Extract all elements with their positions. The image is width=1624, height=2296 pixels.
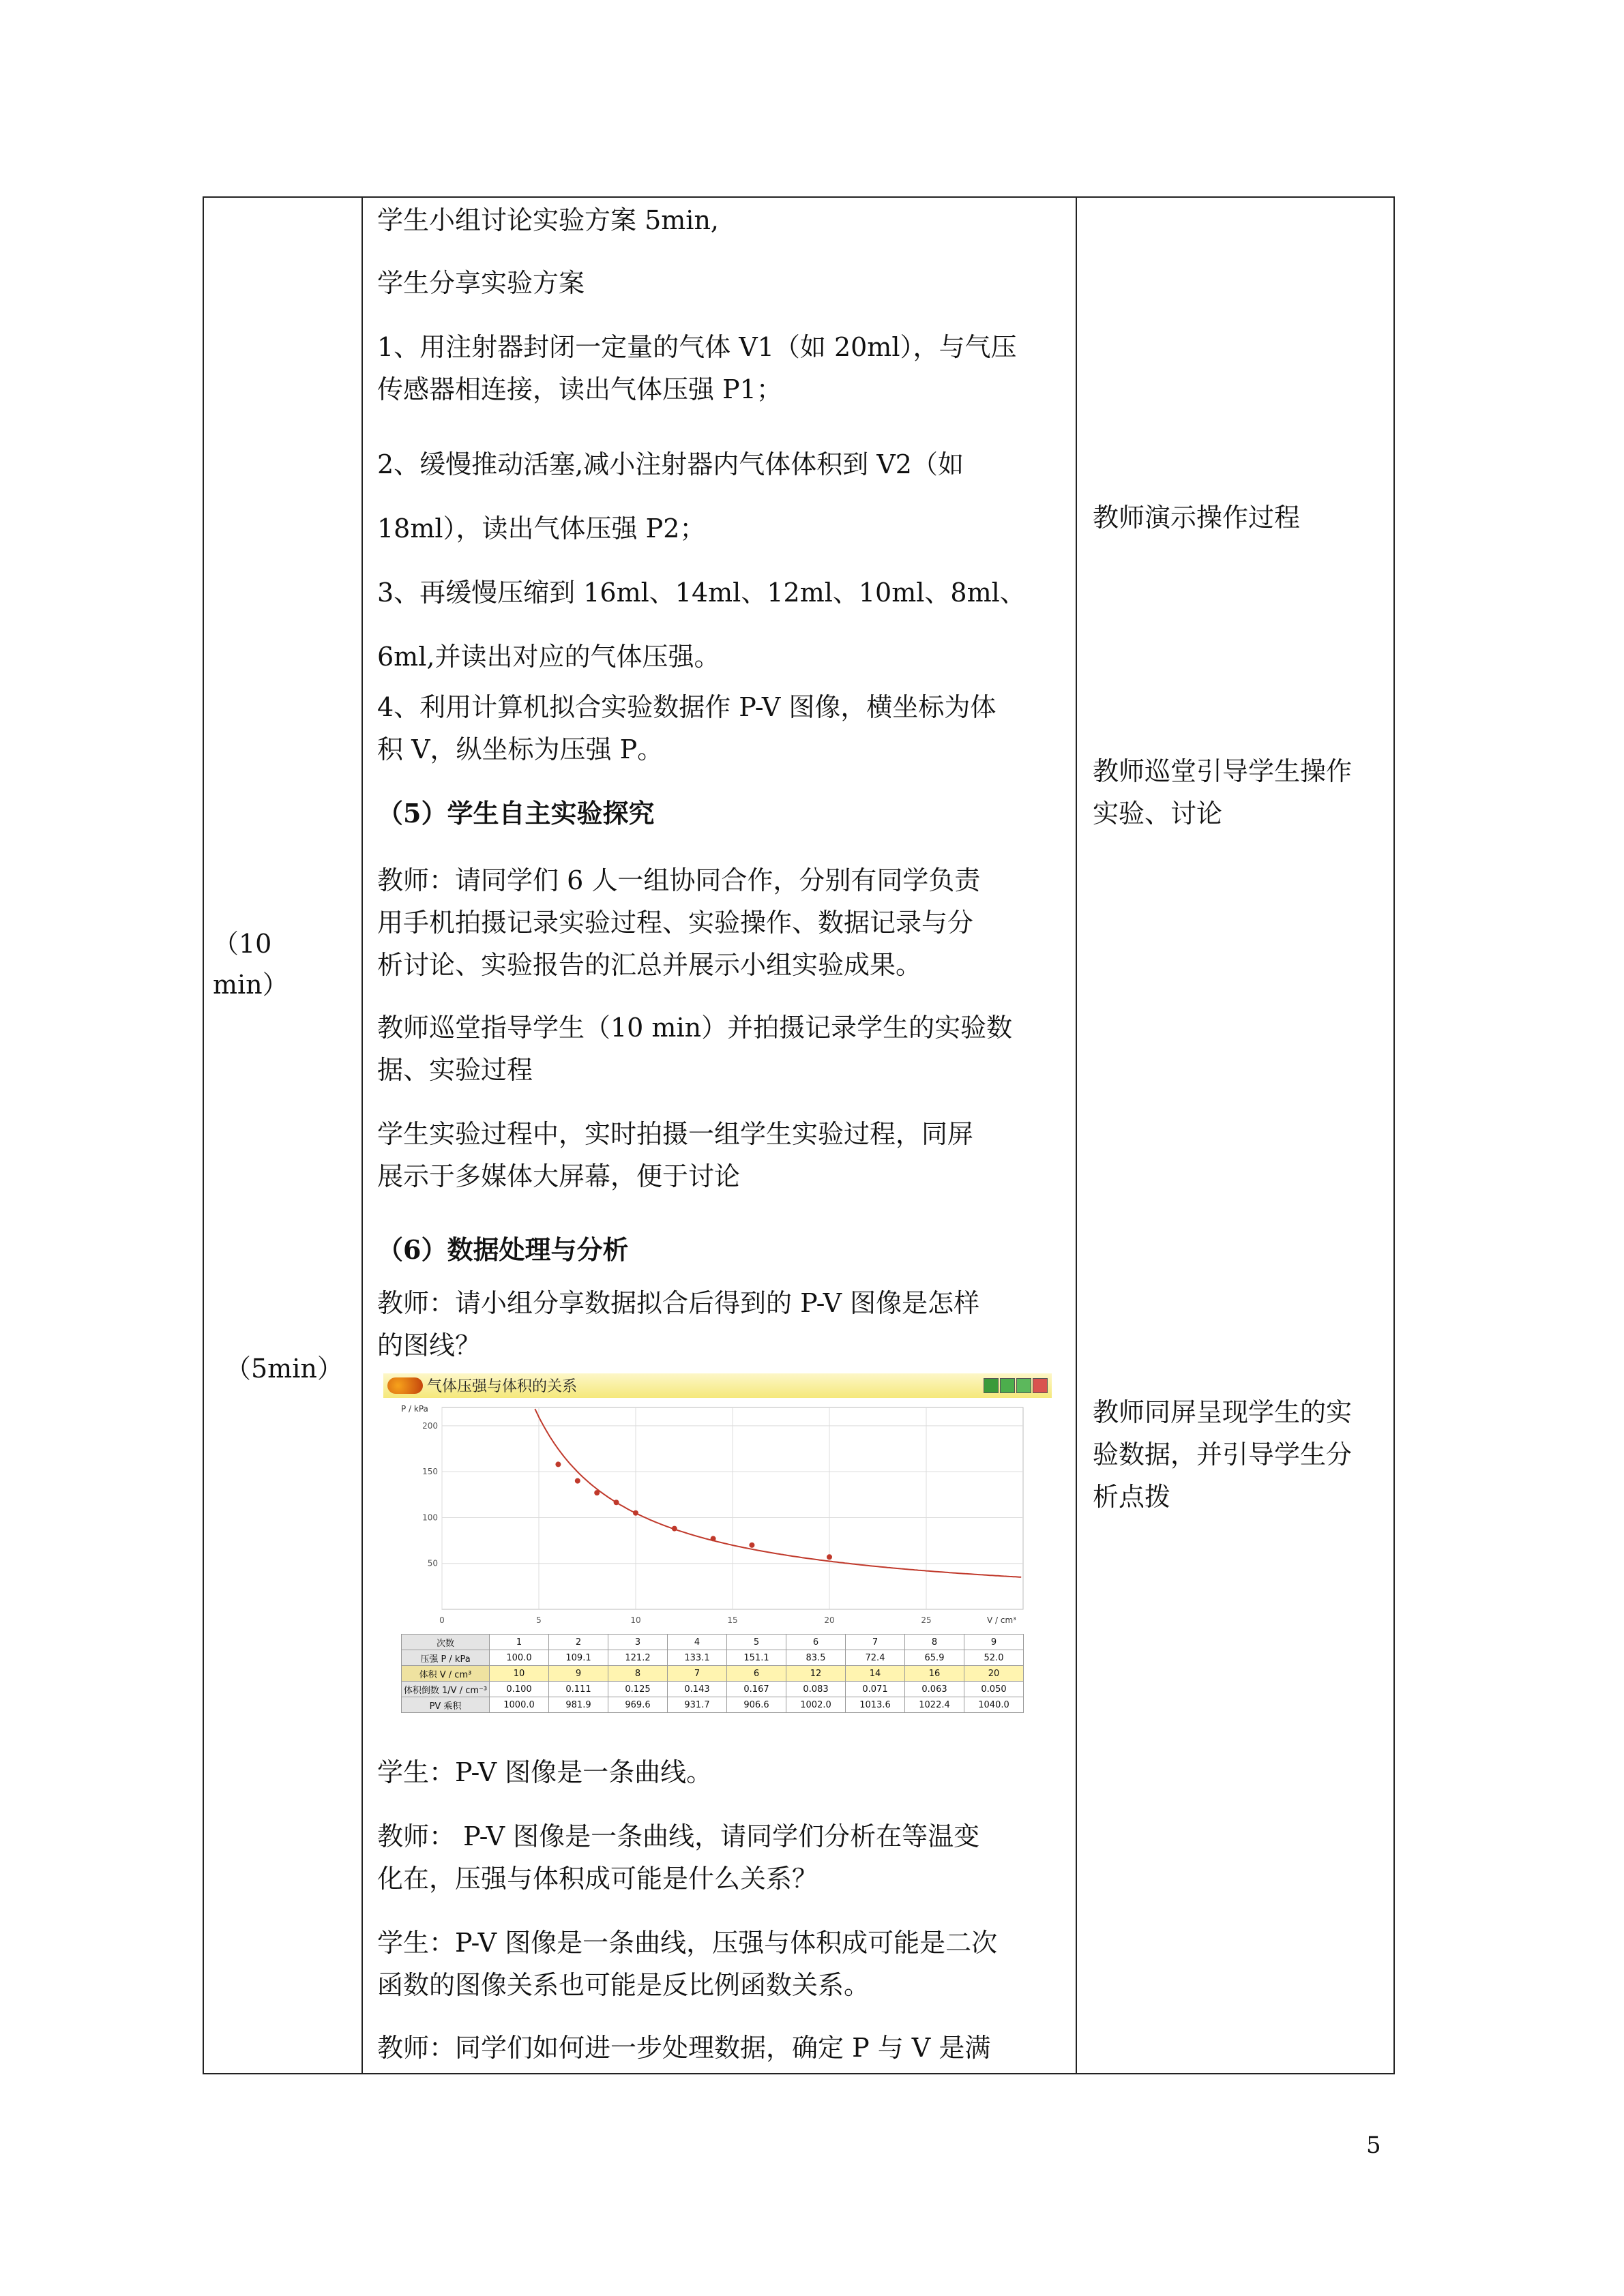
table-cell: 969.6: [608, 1697, 668, 1713]
table-cell: 1002.0: [786, 1697, 846, 1713]
right-note-3-line2: 验数据，并引导学生分: [1093, 1440, 1353, 1470]
table-cell: 151.1: [727, 1650, 786, 1666]
step1-line1: 1、用注射器封闭一定量的气体 V1（如 20ml），与气压: [377, 332, 1017, 362]
x-tick-label: 20: [824, 1615, 835, 1625]
data-point: [575, 1478, 580, 1484]
table-row: [402, 1650, 1024, 1666]
row-header: 次数: [402, 1635, 490, 1650]
table-cell: 4: [668, 1635, 727, 1650]
table-cell: 1000.0: [490, 1697, 549, 1713]
section-heading-6: （6）数据处理与分析: [377, 1234, 629, 1265]
table-cell: 20: [964, 1666, 1024, 1682]
page-number: 5: [1366, 2132, 1381, 2159]
para-discuss: 学生小组讨论实验方案 5min,: [377, 205, 719, 235]
chart-title: 气体压强与体积的关系: [427, 1378, 578, 1395]
x-tick-label: 25: [921, 1615, 932, 1625]
table-cell: 121.2: [608, 1650, 668, 1666]
time-label-10min: （10 min）: [213, 929, 289, 1000]
y-tick-label: 100: [422, 1512, 438, 1523]
student-answer-1: 学生：P-V 图像是一条曲线。: [377, 1757, 713, 1787]
table-cell: 83.5: [786, 1650, 846, 1666]
table-cell: 100.0: [490, 1650, 549, 1666]
para-share: 学生分享实验方案: [377, 268, 585, 298]
y-tick-label: 150: [422, 1467, 438, 1477]
row-header: 体积 V / cm³: [402, 1666, 490, 1682]
x-axis-label: V / cm³: [987, 1615, 1016, 1625]
right-note-2-line1: 教师巡堂引导学生操作: [1093, 756, 1353, 786]
step1-line2: 传感器相连接，读出气体压强 P1；: [377, 374, 782, 404]
table-row: [402, 1635, 1024, 1650]
data-point: [633, 1510, 638, 1516]
x-tick-label: 10: [630, 1615, 641, 1625]
table-cell: 0.143: [668, 1682, 727, 1697]
row-header: 压强 P / kPa: [402, 1650, 490, 1666]
row-header: 体积倒数 1/V / cm⁻³: [402, 1682, 490, 1697]
table-cell: 9: [549, 1666, 608, 1682]
table-cell: 8: [905, 1635, 964, 1650]
teacher-para-1-line1: 教师：请同学们 6 人一组协同合作，分别有同学负责: [377, 865, 981, 895]
step2-line2: 18ml），读出气体压强 P2；: [377, 513, 706, 543]
student-answer-2-line1: 学生：P-V 图像是一条曲线，压强与体积成可能是二次: [377, 1928, 998, 1958]
step2-line1: 2、缓慢推动活塞,减小注射器内气体体积到 V2（如: [377, 449, 964, 479]
x-tick-label: 15: [727, 1615, 738, 1625]
table-cell: 8: [608, 1666, 668, 1682]
table-row: [402, 1666, 1024, 1682]
data-point: [594, 1490, 600, 1495]
right-note-3-line1: 教师同屏呈现学生的实: [1093, 1397, 1353, 1427]
table-cell: 906.6: [727, 1697, 786, 1713]
teacher-para-4: 教师：同学们如何进一步处理数据，确定 P 与 V 是满: [377, 2033, 991, 2063]
table-cell: 72.4: [846, 1650, 905, 1666]
y-axis-label: P / kPa: [401, 1404, 428, 1414]
teacher-question-line2: 的图线？: [377, 1330, 482, 1360]
table-cell: 109.1: [549, 1650, 608, 1666]
table-cell: 0.050: [964, 1682, 1024, 1697]
teacher-para-3-line1: 教师： P-V 图像是一条曲线，请同学们分析在等温变: [377, 1821, 980, 1851]
table-row: [402, 1682, 1024, 1697]
teacher-question-line1: 教师：请小组分享数据拟合后得到的 P-V 图像是怎样: [377, 1288, 980, 1318]
right-note-3-line3: 析点拨: [1093, 1482, 1171, 1512]
student-para-1-line1: 学生实验过程中，实时拍摄一组学生实验过程，同屏: [377, 1119, 974, 1149]
data-point: [711, 1536, 716, 1541]
step3-line1: 3、再缓慢压缩到 16ml、14ml、12ml、10ml、8ml、: [377, 578, 1026, 608]
data-point: [614, 1500, 619, 1505]
table-cell: 3: [608, 1635, 668, 1650]
table-cell: 7: [668, 1666, 727, 1682]
right-note-2-line2: 实验、讨论: [1093, 799, 1223, 829]
table-cell: 9: [964, 1635, 1024, 1650]
column-divider-2: [1076, 196, 1077, 2073]
student-para-1-line2: 展示于多媒体大屏幕，便于讨论: [377, 1161, 741, 1191]
time-label-5min: （5min）: [225, 1354, 343, 1384]
data-point: [749, 1542, 754, 1548]
table-cell: 7: [846, 1635, 905, 1650]
table-cell: 0.071: [846, 1682, 905, 1697]
teacher-para-1-line3: 析讨论、实验报告的汇总并展示小组实验成果。: [377, 950, 922, 980]
table-cell: 0.125: [608, 1682, 668, 1697]
right-note-1: 教师演示操作过程: [1093, 503, 1301, 533]
table-cell: 14: [846, 1666, 905, 1682]
y-tick-label: 200: [422, 1420, 438, 1431]
window-maximize-icon[interactable]: [1016, 1378, 1031, 1393]
teacher-para-2-line2: 据、实验过程: [377, 1055, 533, 1085]
table-cell: 133.1: [668, 1650, 727, 1666]
table-cell: 0.063: [905, 1682, 964, 1697]
table-cell: 5: [727, 1635, 786, 1650]
window-close-icon[interactable]: [1033, 1378, 1048, 1393]
step4-line2: 积 V，纵坐标为压强 P。: [377, 734, 664, 764]
teacher-para-1-line2: 用手机拍摄记录实验过程、实验操作、数据记录与分: [377, 908, 974, 938]
table-cell: 0.083: [786, 1682, 846, 1697]
teacher-para-2-line1: 教师巡堂指导学生（10 min）并拍摄记录学生的实验数: [377, 1013, 1013, 1043]
window-edit-icon[interactable]: [984, 1378, 999, 1393]
table-cell: 0.111: [549, 1682, 608, 1697]
x-tick-label: 0: [439, 1615, 445, 1625]
y-tick-label: 50: [427, 1558, 438, 1568]
pv-data-table: [401, 1634, 1024, 1713]
table-cell: 65.9: [905, 1650, 964, 1666]
data-point: [827, 1554, 832, 1560]
software-logo-icon: [387, 1377, 423, 1394]
chart-title-bar: [383, 1373, 1052, 1398]
table-cell: 16: [905, 1666, 964, 1682]
table-cell: 1013.6: [846, 1697, 905, 1713]
data-point: [555, 1461, 561, 1467]
table-cell: 12: [786, 1666, 846, 1682]
x-tick-label: 5: [536, 1615, 542, 1625]
table-cell: 1022.4: [905, 1697, 964, 1713]
window-minimize-icon[interactable]: [1000, 1378, 1015, 1393]
column-divider-1: [361, 196, 363, 2073]
section-heading-5: （5）学生自主实验探究: [377, 798, 655, 829]
table-cell: 0.167: [727, 1682, 786, 1697]
table-cell: 931.7: [668, 1697, 727, 1713]
step4-line1: 4、利用计算机拟合实验数据作 P-V 图像，横坐标为体: [377, 692, 996, 722]
step3-line2: 6ml,并读出对应的气体压强。: [377, 642, 720, 672]
pv-plot: [383, 1398, 1052, 1630]
pv-chart-panel: [383, 1373, 1052, 1723]
table-cell: 1040.0: [964, 1697, 1024, 1713]
table-cell: 6: [727, 1666, 786, 1682]
student-answer-2-line2: 函数的图像关系也可能是反比例函数关系。: [377, 1970, 870, 2000]
table-cell: 2: [549, 1635, 608, 1650]
table-cell: 6: [786, 1635, 846, 1650]
table-cell: 1: [490, 1635, 549, 1650]
data-point: [672, 1526, 677, 1532]
table-cell: 10: [490, 1666, 549, 1682]
table-cell: 981.9: [549, 1697, 608, 1713]
row-header: PV 乘积: [402, 1697, 490, 1713]
teacher-para-3-line2: 化在，压强与体积成可能是什么关系？: [377, 1864, 818, 1894]
table-cell: 52.0: [964, 1650, 1024, 1666]
table-row: [402, 1697, 1024, 1713]
table-cell: 0.100: [490, 1682, 549, 1697]
